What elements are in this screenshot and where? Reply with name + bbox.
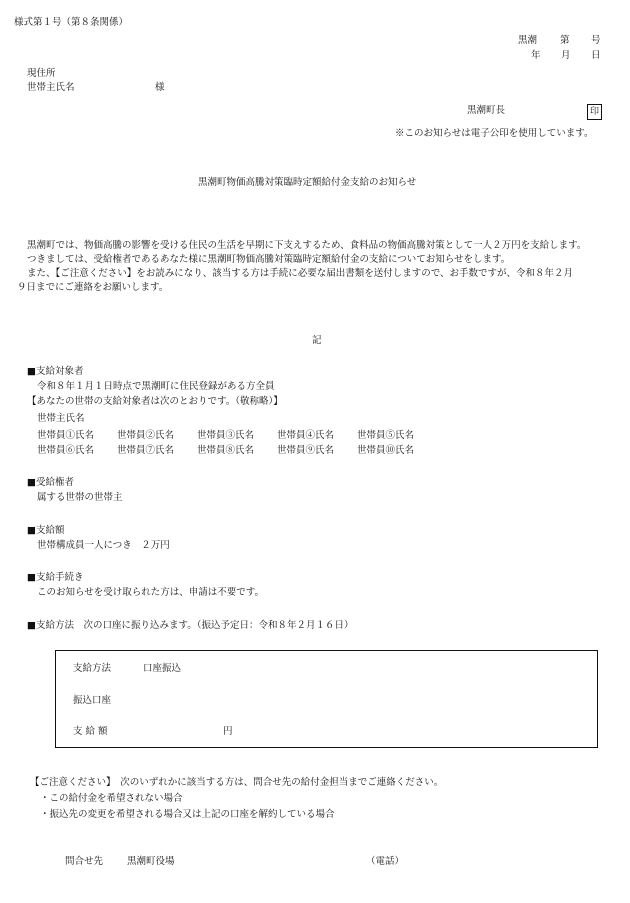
amount-text: 世帯構成員一人につき ２万円 bbox=[37, 540, 170, 551]
member-name: 世帯員⑨氏名 bbox=[277, 445, 335, 456]
procedure-heading: ■支給手続き bbox=[27, 572, 84, 583]
date-year: 年 bbox=[531, 50, 541, 61]
date-day: 日 bbox=[591, 50, 601, 61]
issue-dai: 第 bbox=[560, 35, 570, 46]
form-number: 様式第１号（第８条関係） bbox=[14, 17, 129, 28]
amount-unit: 円 bbox=[223, 726, 233, 737]
target-note: 【あなたの世帯の支給対象者は次のとおりです。（敬称略）】 bbox=[27, 396, 283, 407]
member-name: 世帯員④氏名 bbox=[277, 430, 335, 441]
member-name: 世帯員⑥氏名 bbox=[37, 445, 95, 456]
paragraph-2: つきましては、受給権者であるあなた様に黒潮町物価高騰対策臨時定額給付金の支給についてお知らせをします。 bbox=[27, 254, 511, 265]
member-name: 世帯員①氏名 bbox=[37, 430, 95, 441]
payment-info-box bbox=[55, 650, 598, 748]
paragraph-3-line-1: また、【ご注意ください】をお読みになり、該当する方は手続に必要な届出書類を送付しますので、お手数ですが、令和８年２月 bbox=[27, 268, 574, 279]
member-name: 世帯員③氏名 bbox=[197, 430, 255, 441]
issue-go: 号 bbox=[591, 35, 601, 46]
issue-org: 黒潮 bbox=[518, 35, 538, 46]
sender-title: 黒潮町長 bbox=[467, 105, 506, 116]
document-title: 黒潮町物価高騰対策臨時定額給付金支給のお知らせ bbox=[198, 177, 417, 188]
account-label: 振込口座 bbox=[73, 695, 112, 706]
contact-office: 黒潮町役場 bbox=[127, 856, 175, 867]
method-heading: ■支給方法 次の口座に振り込みます。（振込予定日：令和８年２月１６日） bbox=[27, 620, 354, 631]
e-seal-note: ※このお知らせは電子公印を使用しています。 bbox=[395, 128, 594, 139]
caution-item: ・振込先の変更を希望される場合又は上記の口座を解約している場合 bbox=[40, 809, 335, 820]
householder-name-label: 世帯主氏名 bbox=[27, 82, 75, 93]
official-seal-stamp: 印 bbox=[587, 104, 602, 120]
member-name: 世帯員②氏名 bbox=[117, 430, 175, 441]
household-head-name: 世帯主氏名 bbox=[37, 413, 85, 424]
member-name: 世帯員⑩氏名 bbox=[357, 445, 415, 456]
paragraph-3-line-2: ９日までにご連絡をお願いします。 bbox=[17, 282, 169, 293]
procedure-text: このお知らせを受け取られた方は、申請は不要です。 bbox=[37, 587, 264, 598]
address-label: 現住所 bbox=[27, 68, 56, 79]
rights-text: 属する世帯の世帯主 bbox=[37, 492, 123, 503]
rights-heading: ■受給権者 bbox=[27, 477, 74, 488]
honorific: 様 bbox=[155, 82, 165, 93]
member-name: 世帯員⑤氏名 bbox=[357, 430, 415, 441]
amount-heading: ■支給額 bbox=[27, 525, 65, 536]
ki-heading: 記 bbox=[312, 335, 322, 346]
method-value: 口座振込 bbox=[143, 663, 182, 674]
caution-heading: 【ご注意ください】 次のいずれかに該当する方は、問合せ先の給付金担当までご連絡ください。 bbox=[30, 777, 444, 788]
caution-item: ・この給付金を希望されない場合 bbox=[40, 793, 183, 804]
target-text: 令和８年１月１日時点で黒潮町に住民登録がある方全員 bbox=[37, 381, 275, 392]
contact-phone-label: （電話） bbox=[366, 856, 405, 867]
member-name: 世帯員⑧氏名 bbox=[197, 445, 255, 456]
method-label: 支給方法 bbox=[73, 663, 112, 674]
date-month: 月 bbox=[561, 50, 571, 61]
target-heading: ■支給対象者 bbox=[27, 366, 84, 377]
paragraph-1: 黒潮町では、物価高騰の影響を受ける住民の生活を早期に下支えするため、食料品の物価高騰対策として一人２万円を支給します。 bbox=[27, 240, 587, 251]
contact-label: 問合せ先 bbox=[65, 856, 104, 867]
member-name: 世帯員⑦氏名 bbox=[117, 445, 175, 456]
amount-label: 支 給 額 bbox=[73, 726, 108, 737]
